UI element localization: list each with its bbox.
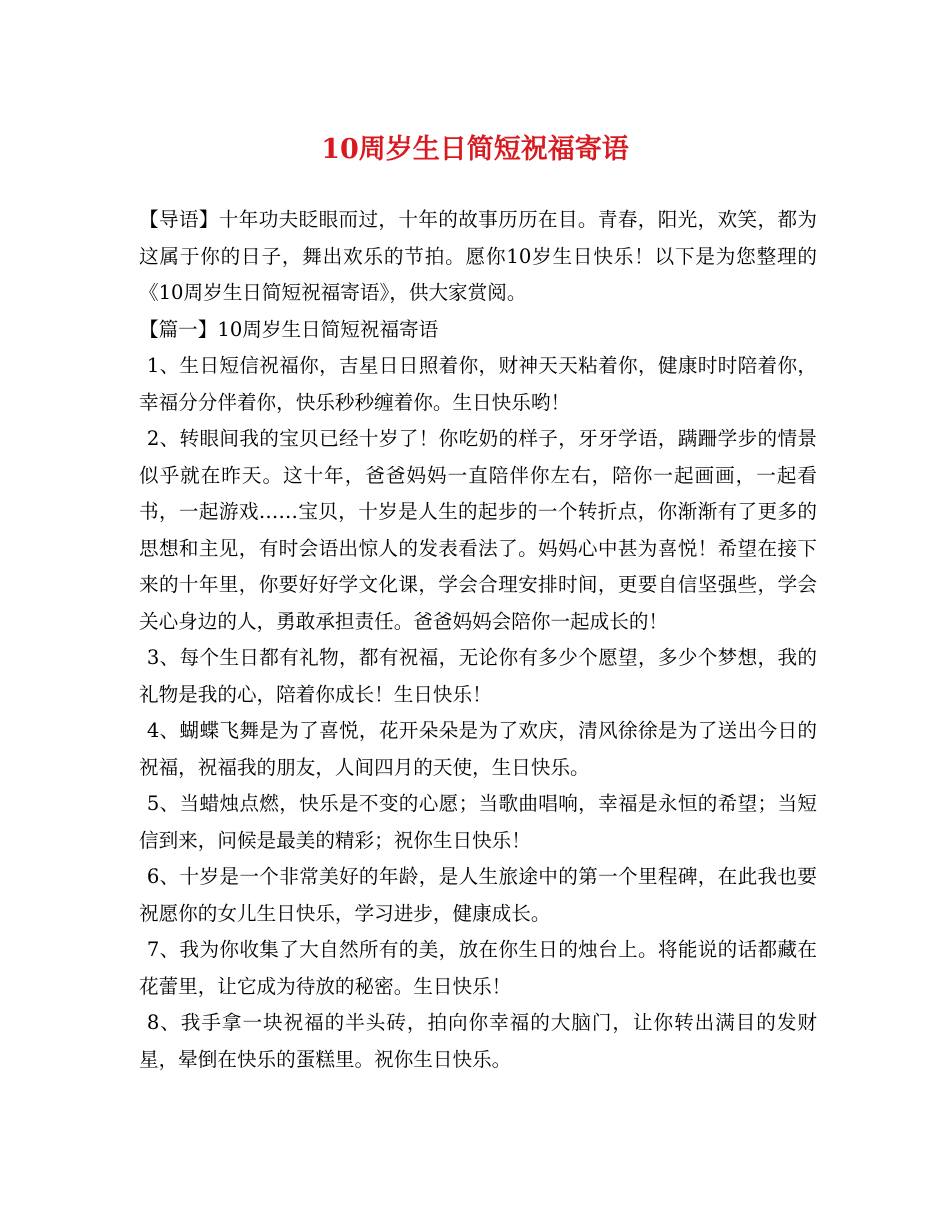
list-item: 6、十岁是一个非常美好的年龄，是人生旅途中的第一个里程碑，在此我也要祝愿你的女儿生日快乐，学习进步，健康成长。 xyxy=(139,865,817,925)
list-item: 3、每个生日都有礼物，都有祝福，无论你有多少个愿望，多少个梦想，我的礼物是我的心，陪着你成长！生日快乐！ xyxy=(139,646,817,706)
list-item: 4、蝴蝶飞舞是为了喜悦，花开朵朵是为了欢庆，清风徐徐是为了送出今日的祝福，祝福我的朋友，人间四月的天使，生日快乐。 xyxy=(139,719,817,779)
list-item: 8、我手拿一块祝福的半头砖，拍向你幸福的大脑门，让你转出满目的发财星，晕倒在快乐的蛋糕里。祝你生日快乐。 xyxy=(139,1011,817,1071)
list-item: 1、生日短信祝福你，吉星日日照着你，财神天天粘着你，健康时时陪着你，幸福分分伴着你，快乐秒秒缠着你。生日快乐哟！ xyxy=(139,354,817,414)
intro-paragraph: 【导语】十年功夫眨眼而过，十年的故事历历在目。青春，阳光，欢笑，都为这属于你的日子，舞出欢乐的节拍。愿你10岁生日快乐！以下是为您整理的《10周岁生日简短祝福寄语》，供大家赏阅。 xyxy=(139,208,817,304)
section-heading: 【篇一】10周岁生日简短祝福寄语 xyxy=(139,317,439,341)
list-item: 5、当蜡烛点燃，快乐是不变的心愿；当歌曲唱响，幸福是永恒的希望；当短信到来，问候是最美的精彩；祝你生日快乐！ xyxy=(139,792,817,852)
document-body xyxy=(139,202,817,1078)
document-title: 10周岁生日简短祝福寄语 xyxy=(321,134,629,165)
list-item: 2、转眼间我的宝贝已经十岁了！你吃奶的样子，牙牙学语，蹒跚学步的情景似乎就在昨天。这十年，爸爸妈妈一直陪伴你左右，陪你一起画画，一起看书，一起游戏……宝贝，十岁是人生的起步的一个转折点，你渐渐有了更多的思想和主见，有时会语出惊人的发表看法了。妈妈心中甚为喜悦！希望在接下来的十年里，你要好好学文化课，学会合理安排时间，更要自信坚强些，学会关心身边的人，勇敢承担责任。爸爸妈妈会陪你一起成长的！ xyxy=(139,427,817,633)
list-item: 7、我为你收集了大自然所有的美，放在你生日的烛台上。将能说的话都藏在花蕾里，让它成为待放的秘密。生日快乐！ xyxy=(139,938,817,998)
